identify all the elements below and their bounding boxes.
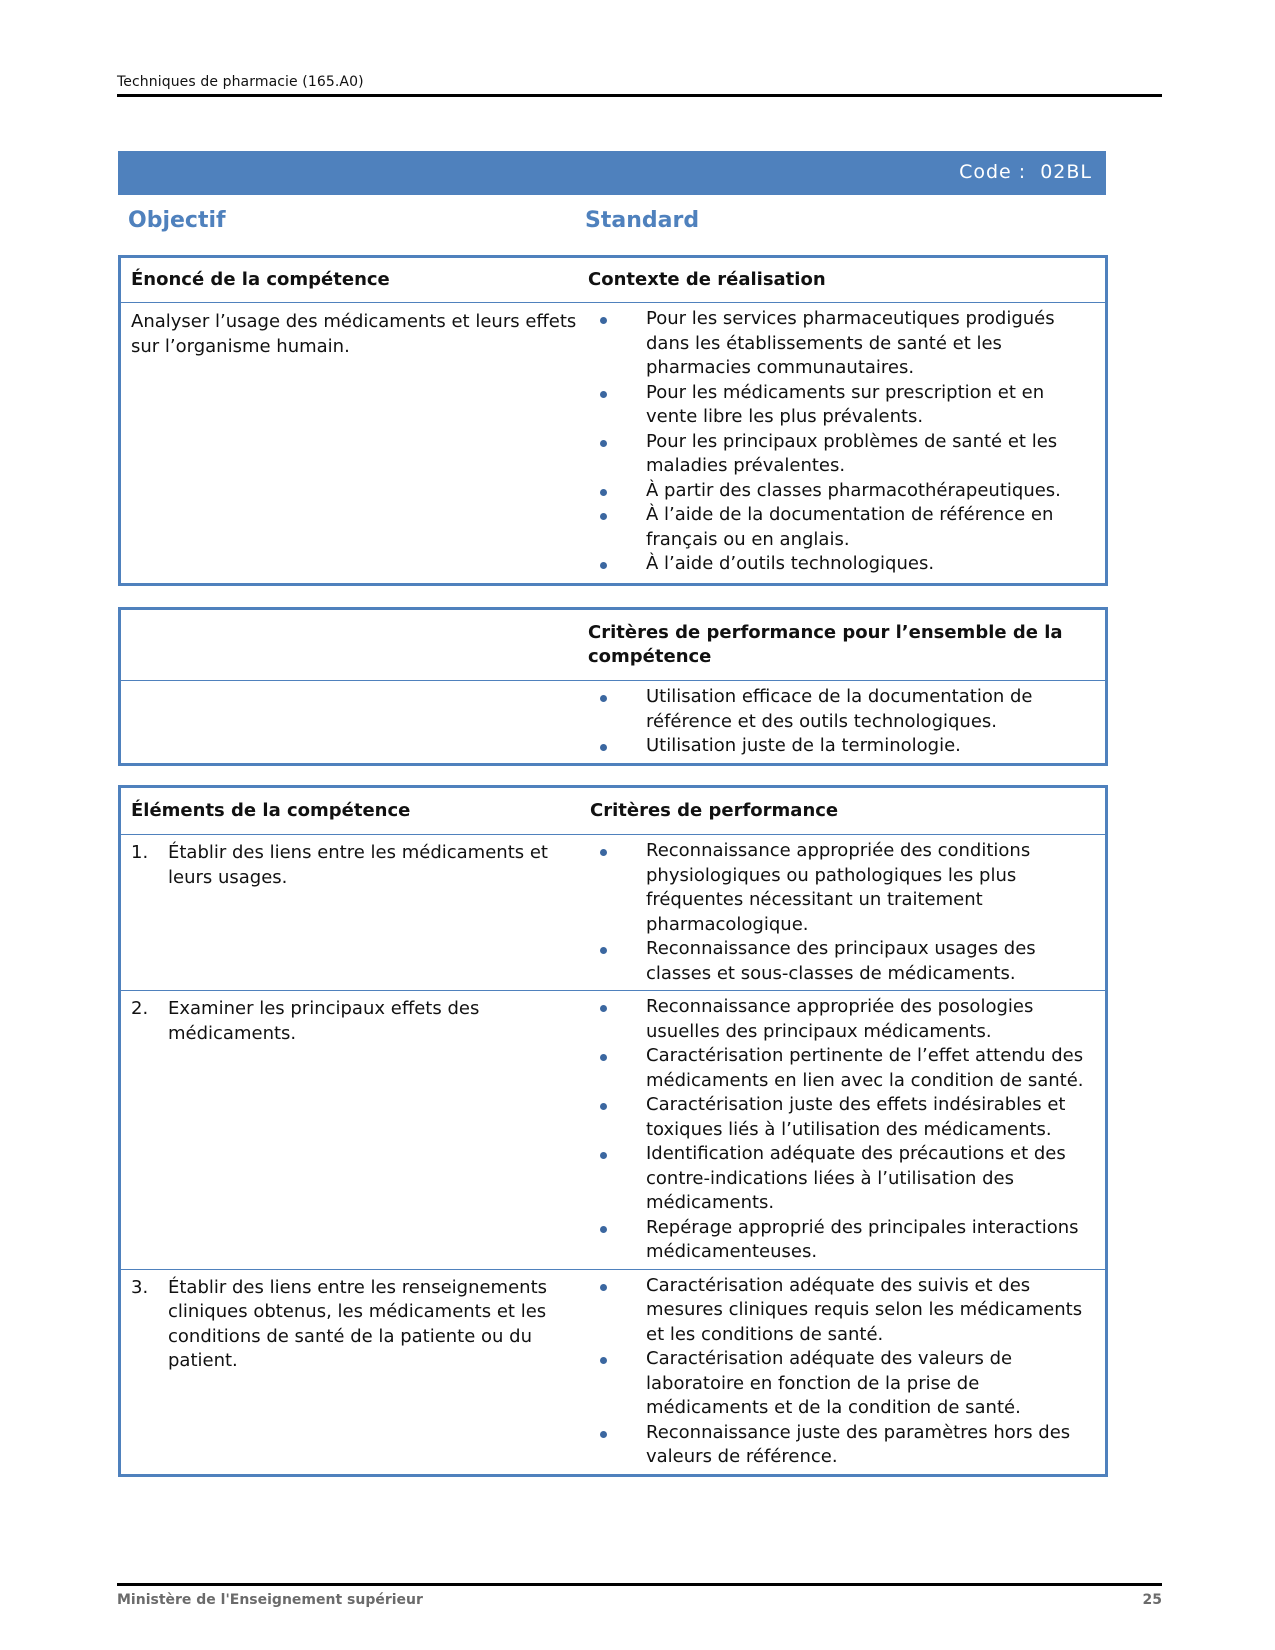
element-cell bbox=[121, 839, 588, 986]
contexte-list bbox=[588, 307, 1095, 577]
table-row bbox=[121, 680, 1105, 763]
criteres-ensemble-header: Critères de performance pour l’ensemble de la compétence bbox=[588, 621, 1063, 667]
section-titles bbox=[118, 208, 1106, 238]
list-item: Reconnaissance juste des paramètres hors des valeurs de référence. bbox=[588, 1421, 1095, 1470]
list-item: Utilisation efficace de la documentation de référence et des outils technologiques. bbox=[588, 685, 1095, 734]
page-header bbox=[117, 74, 1162, 97]
list-item: Caractérisation pertinente de l’effet attendu des médicaments en lien avec la condition de santé. bbox=[588, 1044, 1095, 1093]
list-item: Reconnaissance des principaux usages des classes et sous-classes de médicaments. bbox=[588, 937, 1095, 986]
bullet-icon bbox=[600, 744, 607, 751]
criteres-cell bbox=[588, 1274, 1105, 1470]
criteres-list bbox=[588, 839, 1095, 986]
list-item: Caractérisation adéquate des valeurs de laboratoire en fonction de la prise de médicaments et de la condition de santé. bbox=[588, 1347, 1095, 1421]
elements-header: Éléments de la compétence bbox=[131, 799, 411, 821]
bullet-icon bbox=[600, 1103, 607, 1110]
list-item: Caractérisation adéquate des suivis et des mesures cliniques requis selon les médicaments et les conditions de santé. bbox=[588, 1274, 1095, 1348]
page-number: 25 bbox=[1142, 1592, 1162, 1608]
bullet-icon bbox=[600, 947, 607, 954]
element-text: Établir des liens entre les médicaments et leurs usages. bbox=[168, 842, 548, 888]
program-title: Techniques de pharmacie (165.A0) bbox=[117, 74, 364, 90]
list-item: Repérage approprié des principales interactions médicamenteuses. bbox=[588, 1216, 1095, 1265]
contexte-list-cell bbox=[588, 307, 1105, 577]
criteres-header: Critères de performance bbox=[590, 799, 839, 821]
bullet-icon bbox=[600, 1357, 607, 1364]
list-item: Pour les services pharmaceutiques prodigués dans les établissements de santé et les pharmacies communautaires. bbox=[588, 307, 1095, 381]
list-item: Reconnaissance appropriée des conditions physiologiques ou pathologiques les plus fréquentes nécessitant un traitement pharmacologique. bbox=[588, 839, 1095, 937]
list-item: À partir des classes pharmacothérapeutiques. bbox=[588, 479, 1095, 504]
bullet-icon bbox=[600, 440, 607, 447]
list-item: À l’aide d’outils technologiques. bbox=[588, 552, 1095, 577]
element-number: 3. bbox=[131, 1276, 149, 1298]
footer-rule bbox=[117, 1583, 1162, 1586]
list-item: Caractérisation juste des effets indésirables et toxiques liés à l’utilisation des médicaments. bbox=[588, 1093, 1095, 1142]
standard-heading: Standard bbox=[585, 208, 700, 233]
bullet-icon bbox=[600, 391, 607, 398]
criteres-list bbox=[588, 995, 1095, 1265]
code-value: 02BL bbox=[1040, 161, 1092, 183]
list-item: Pour les principaux problèmes de santé et les maladies prévalentes. bbox=[588, 430, 1095, 479]
bullet-icon bbox=[600, 1284, 607, 1291]
table-elements-criteres bbox=[118, 785, 1108, 1477]
bullet-icon bbox=[600, 695, 607, 702]
enonce-text: Analyser l’usage des médicaments et leurs effets sur l’organisme humain. bbox=[131, 311, 577, 357]
bullet-icon bbox=[600, 562, 607, 569]
table-enonce-contexte bbox=[118, 255, 1108, 586]
table-header-row bbox=[121, 788, 1105, 834]
list-item: Pour les médicaments sur prescription et en vente libre les plus prévalents. bbox=[588, 381, 1095, 430]
bullet-icon bbox=[600, 513, 607, 520]
criteres-ensemble-list bbox=[588, 685, 1095, 759]
table-header-row bbox=[121, 610, 1105, 680]
enonce-header: Énoncé de la compétence bbox=[131, 268, 390, 290]
bullet-icon bbox=[600, 849, 607, 856]
bullet-icon bbox=[600, 1152, 607, 1159]
bullet-icon bbox=[600, 1226, 607, 1233]
code-label: Code : bbox=[959, 161, 1027, 183]
contexte-header: Contexte de réalisation bbox=[588, 268, 826, 290]
bullet-icon bbox=[600, 489, 607, 496]
ministry-name: Ministère de l'Enseignement supérieur bbox=[117, 1592, 423, 1608]
element-text: Établir des liens entre les renseignements cliniques obtenus, les médicaments et les conditions de santé de la patiente ou du patient. bbox=[168, 1276, 548, 1371]
list-item: À l’aide de la documentation de référence en français ou en anglais. bbox=[588, 503, 1095, 552]
bullet-icon bbox=[600, 1005, 607, 1012]
table-row bbox=[121, 1269, 1105, 1474]
list-item: Reconnaissance appropriée des posologies usuelles des principaux médicaments. bbox=[588, 995, 1095, 1044]
table-header-row bbox=[121, 258, 1105, 302]
code-bar bbox=[118, 151, 1106, 195]
list-item: Identification adéquate des précautions et des contre-indications liées à l’utilisation des médicaments. bbox=[588, 1142, 1095, 1216]
element-text: Examiner les principaux effets des médicaments. bbox=[168, 998, 480, 1044]
bullet-icon bbox=[600, 1431, 607, 1438]
objectif-heading: Objectif bbox=[128, 208, 226, 233]
criteres-list bbox=[588, 1274, 1095, 1470]
page-footer bbox=[117, 1583, 1162, 1608]
element-number: 1. bbox=[131, 842, 149, 863]
table-row bbox=[121, 834, 1105, 990]
criteres-ensemble-cell bbox=[588, 685, 1105, 759]
table-criteres-ensemble bbox=[118, 607, 1108, 766]
list-item: Utilisation juste de la terminologie. bbox=[588, 734, 1095, 759]
table-row bbox=[121, 302, 1105, 583]
course-code bbox=[959, 161, 1092, 183]
bullet-icon bbox=[600, 1054, 607, 1061]
element-cell bbox=[121, 995, 588, 1265]
table-row bbox=[121, 990, 1105, 1269]
element-number: 2. bbox=[131, 998, 149, 1019]
criteres-cell bbox=[588, 839, 1105, 986]
empty-cell bbox=[121, 685, 588, 759]
criteres-cell bbox=[588, 995, 1105, 1265]
element-cell bbox=[121, 1274, 588, 1470]
header-rule bbox=[117, 94, 1162, 97]
bullet-icon bbox=[600, 317, 607, 324]
